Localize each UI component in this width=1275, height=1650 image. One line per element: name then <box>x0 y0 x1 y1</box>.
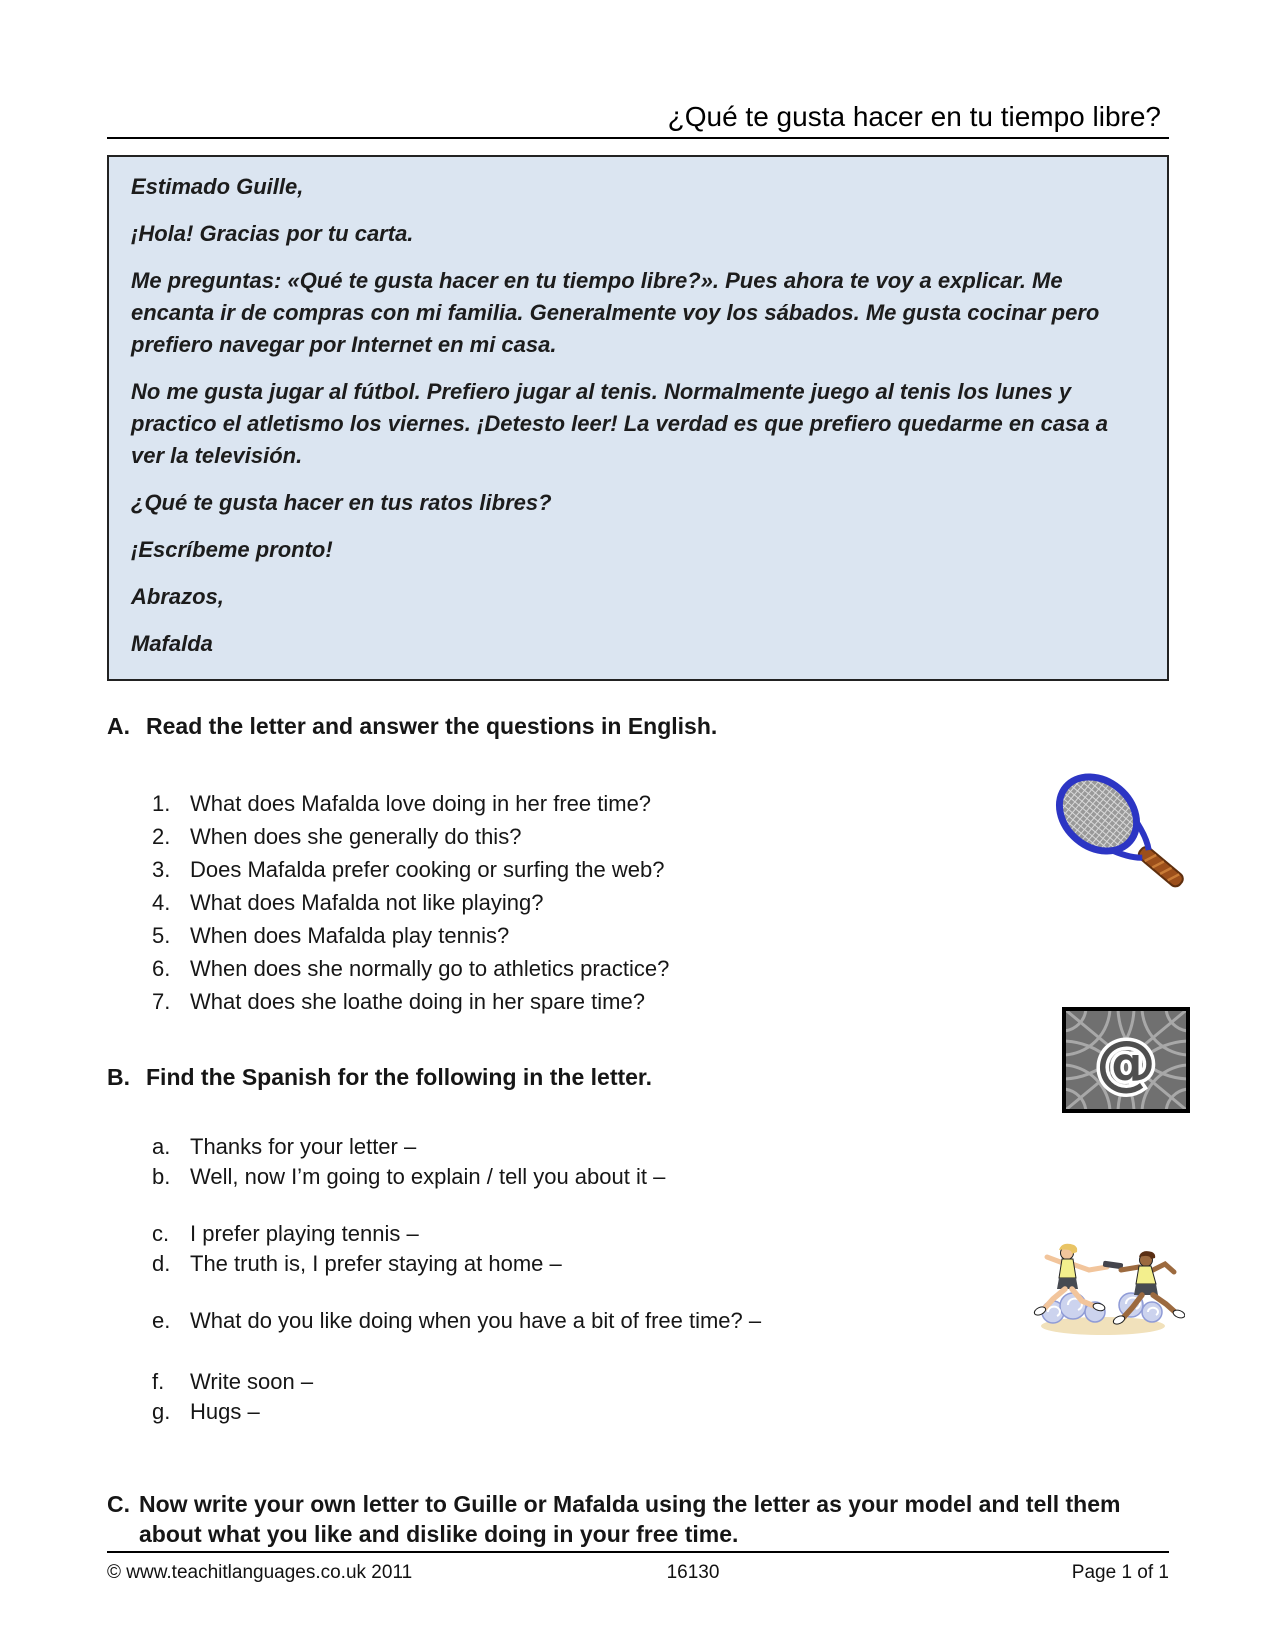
page-title: ¿Qué te gusta hacer en tu tiempo libre? <box>667 101 1161 132</box>
item-letter: c. <box>152 1221 170 1246</box>
item-letter: d. <box>152 1251 171 1276</box>
tennis-racket-icon <box>1040 766 1200 926</box>
question-number: 6. <box>152 956 171 981</box>
relay-runners-icon <box>1015 1233 1185 1338</box>
section-a-heading <box>107 711 1169 741</box>
letter-salutation: Estimado Guille, <box>131 174 304 199</box>
item-text: The truth is, I prefer staying at home – <box>190 1251 562 1276</box>
letter-signoff: Abrazos, <box>131 584 224 609</box>
section-c-title: Now write your own letter to Guille or Mafalda using the letter as your model and tell them about what you like and dislike doing in your free time. <box>139 1491 1121 1547</box>
letter-box <box>107 155 1169 681</box>
question-item <box>152 787 1169 820</box>
question-item <box>152 886 1169 919</box>
question-number: 2. <box>152 824 171 849</box>
question-text: What does Mafalda love doing in her free time? <box>190 791 652 816</box>
item-text: Well, now I’m going to explain / tell you about it – <box>190 1164 666 1189</box>
letter-write-soon: ¡Escríbeme pronto! <box>131 537 333 562</box>
web-at-icon <box>1062 1007 1190 1113</box>
question-text: When does she normally go to athletics practice? <box>190 956 670 981</box>
item-text: Hugs – <box>190 1399 260 1424</box>
footer-page-number: Page 1 of 1 <box>1071 1562 1169 1583</box>
letter-question: ¿Qué te gusta hacer en tus ratos libres? <box>131 490 552 515</box>
question-number: 4. <box>152 890 171 915</box>
footer-document-id: 16130 <box>666 1562 720 1583</box>
item-text: Write soon – <box>190 1369 314 1394</box>
question-number: 3. <box>152 857 171 882</box>
letter-greeting: ¡Hola! Gracias por tu carta. <box>131 221 414 246</box>
letter-paragraph: Me preguntas: «Qué te gusta hacer en tu tiempo libre?». Pues ahora te voy a explicar. Me encanta ir de compras con mi familia. Generalmente voy los sábados. Me gusta cocinar pero prefiero navegar por Internet en mi casa. <box>131 268 1100 357</box>
letter-paragraph: No me gusta jugar al fútbol. Prefiero jugar al tenis. Normalmente juego al tenis los lunes y practico el atletismo los viernes. ¡Detesto leer! La verdad es que prefiero quedarme en casa a ver la televisión. <box>131 379 1108 468</box>
question-number: 5. <box>152 923 171 948</box>
section-c-heading <box>107 1489 1169 1549</box>
find-spanish-list <box>107 1132 1169 1427</box>
page-footer <box>107 1551 1169 1584</box>
footer-copyright: © www.teachitlanguages.co.uk 2011 <box>107 1562 413 1583</box>
item-letter: a. <box>152 1134 171 1159</box>
question-item <box>152 820 1169 853</box>
question-text: Does Mafalda prefer cooking or surfing the web? <box>190 857 665 882</box>
question-text: When does Mafalda play tennis? <box>190 923 510 948</box>
header-rule <box>107 137 1169 139</box>
question-item <box>152 952 1169 985</box>
list-item <box>152 1162 1169 1192</box>
item-text: I prefer playing tennis – <box>190 1221 419 1246</box>
question-item <box>152 853 1169 886</box>
item-text: What do you like doing when you have a bit of free time? – <box>190 1308 762 1333</box>
question-item <box>152 985 1169 1018</box>
section-b-title: Find the Spanish for the following in the letter. <box>146 1064 652 1090</box>
item-letter: b. <box>152 1164 171 1189</box>
question-item <box>152 919 1169 952</box>
section-c-label: C. <box>107 1491 130 1517</box>
item-letter: f. <box>152 1369 165 1394</box>
item-text: Thanks for your letter – <box>190 1134 417 1159</box>
svg-text:@: @ <box>1096 1028 1156 1098</box>
letter-signature: Mafalda <box>131 631 213 656</box>
item-letter: e. <box>152 1308 171 1333</box>
section-b-heading <box>107 1062 1169 1092</box>
list-item <box>152 1132 1169 1162</box>
question-text: What does Mafalda not like playing? <box>190 890 544 915</box>
question-number: 7. <box>152 989 171 1014</box>
item-letter: g. <box>152 1399 171 1424</box>
section-a-title: Read the letter and answer the questions in English. <box>146 713 718 739</box>
question-number: 1. <box>152 791 171 816</box>
question-text: What does she loathe doing in her spare time? <box>190 989 645 1014</box>
question-text: When does she generally do this? <box>190 824 522 849</box>
section-b-label: B. <box>107 1064 130 1090</box>
list-item <box>152 1367 1169 1397</box>
section-a-label: A. <box>107 713 130 739</box>
question-list <box>107 787 1169 1018</box>
list-item <box>152 1397 1169 1427</box>
